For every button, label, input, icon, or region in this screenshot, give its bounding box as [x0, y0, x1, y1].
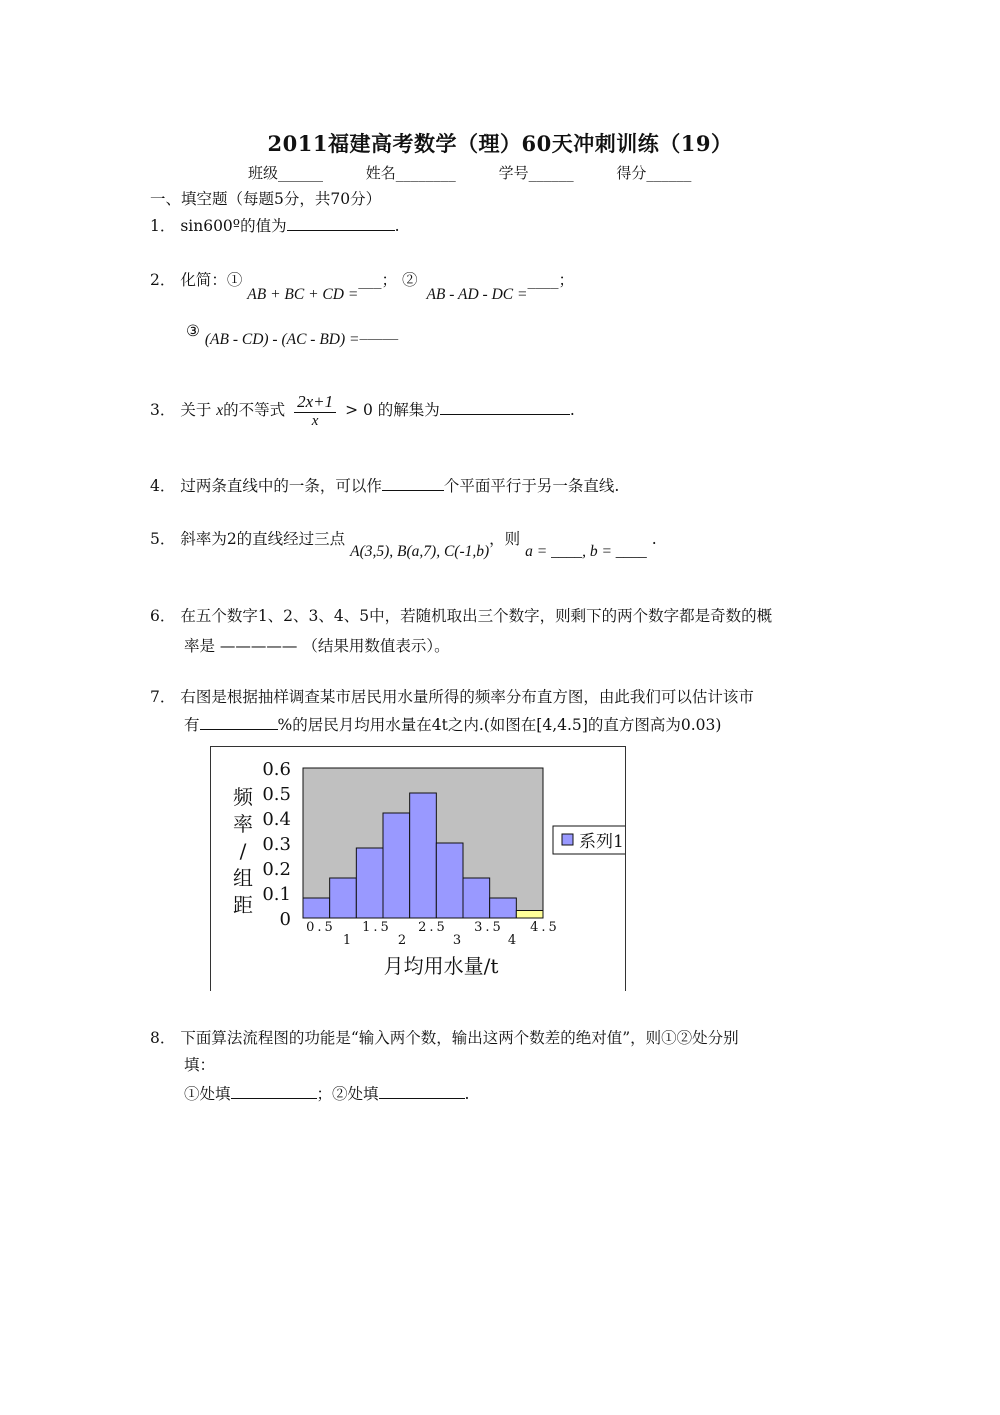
histogram-bar [356, 848, 383, 918]
q3-numerator: 2x+1 [294, 392, 336, 413]
q2-circle2: ② [402, 271, 418, 289]
q7-line2-post: %的居民月均用水量在4t之内.(如图在[4,4.5]的直方图高为0.03) [277, 716, 722, 734]
histogram-bar [463, 878, 490, 918]
score-field[interactable]: 得分______ [616, 164, 692, 182]
y-axis-label-char: 频 [233, 785, 253, 809]
x-tick-label: 4 [507, 933, 517, 948]
q7-number: 7． [150, 688, 176, 706]
histogram-chart [210, 746, 626, 991]
x-tick-label: 2 [397, 933, 407, 948]
student-info-row [248, 162, 729, 183]
legend-label: 系列1 [579, 832, 624, 852]
question-7 [150, 685, 754, 707]
y-tick-label: 0.5 [262, 784, 291, 805]
q5-number: 5． [150, 530, 176, 548]
q5-points: A(3,5), B(a,7), C(-1,b) [350, 543, 490, 560]
q2-prefix: 化简：① [180, 271, 243, 289]
x-axis-label: 月均用水量/t [383, 954, 499, 978]
histogram-bar [490, 898, 517, 918]
y-tick-label: 0 [279, 909, 291, 930]
q3-answer-blank[interactable] [440, 400, 570, 415]
x-tick-label: 1 [342, 933, 352, 948]
q3-end: . [569, 401, 575, 419]
q1-number: 1． [150, 217, 176, 235]
q2-circle3: ③ [186, 322, 200, 340]
q2-blank1[interactable]: ___； [358, 271, 398, 289]
histogram-bar [436, 843, 463, 918]
y-tick-label: 0.4 [262, 809, 291, 830]
histogram-bar [303, 898, 330, 918]
x-tick-label: 3 [452, 933, 462, 948]
y-axis-label-char: 距 [233, 893, 253, 917]
histogram-bar [516, 911, 543, 919]
id-field[interactable]: 学号______ [498, 164, 574, 182]
question-8-fills [184, 1082, 469, 1104]
q5-mid: ，则 [489, 530, 521, 548]
page-title: 2011福建高考数学（理）60天冲刺训练（19） [267, 131, 733, 156]
y-axis-label-char: / [239, 839, 247, 863]
x-tick-label: 3.5 [474, 920, 504, 935]
y-tick-label: 0.1 [262, 884, 291, 905]
q6-line2: 率是 ————— （结果用数值表示）。 [184, 637, 450, 655]
q8-fill2-label: ；②处填 [316, 1085, 379, 1103]
q8-line1: 下面算法流程图的功能是“输入两个数，输出这两个数差的绝对值”，则①②处分别 [180, 1029, 739, 1047]
question-5 [150, 527, 657, 560]
q4-post: 个平面平行于另一条直线. [443, 477, 620, 495]
y-axis-label-char: 组 [233, 866, 253, 890]
q7-answer-blank[interactable] [200, 715, 278, 730]
q6-line1: 在五个数字1、2、3、4、5中，若随机取出三个数字，则剩下的两个数字都是奇数的概 [180, 607, 773, 625]
q3-post: 的解集为 [377, 401, 440, 419]
q4-pre: 过两条直线中的一条，可以作 [180, 477, 382, 495]
q7-line1: 右图是根据抽样调查某市居民用水量所得的频率分布直方图，由此我们可以估计该市 [180, 688, 754, 706]
question-3 [150, 392, 575, 430]
q3-pre: 关于 [180, 401, 212, 419]
histogram-bar [410, 793, 437, 918]
q3-number: 3． [150, 401, 176, 419]
q1-text: sin600º的值为 [180, 217, 287, 235]
q2-expr3: (AB - CD) - (AC - BD) = [204, 331, 360, 348]
histogram-svg [211, 747, 625, 991]
question-6 [150, 604, 772, 626]
q2-number: 2． [150, 271, 176, 289]
x-tick-label: 4.5 [530, 920, 560, 935]
q3-denominator: x [311, 413, 319, 429]
x-tick-label: 1.5 [362, 920, 392, 935]
q8-fill1-label: ①处填 [184, 1085, 231, 1103]
q2-expr2: AB - AD - DC = [426, 286, 528, 303]
y-tick-label: 0.3 [262, 834, 291, 855]
y-tick-label: 0.2 [262, 859, 291, 880]
q5-answer[interactable]: a = ____, b = ____ [525, 543, 647, 560]
section-heading: 一、填空题（每题5分，共70分） [150, 190, 382, 208]
q3-var: x [216, 402, 224, 419]
q3-mid: 的不等式 [223, 401, 286, 419]
q5-pre: 斜率为2的直线经过三点 [180, 530, 346, 548]
question-2-part3 [186, 322, 399, 348]
q3-gt: > 0 [345, 401, 373, 419]
x-tick-label: 2.5 [418, 920, 448, 935]
question-4 [150, 474, 619, 496]
question-2 [150, 268, 574, 303]
q6-number: 6． [150, 607, 176, 625]
x-tick-label: 0.5 [306, 920, 336, 935]
class-field[interactable]: 班级______ [248, 164, 324, 182]
q5-end: . [651, 530, 657, 548]
q1-end: . [394, 217, 400, 235]
q8-blank2[interactable] [379, 1084, 465, 1099]
q7-line2-pre: 有 [184, 716, 200, 734]
q8-blank1[interactable] [231, 1084, 317, 1099]
question-7-line2 [184, 713, 721, 735]
q8-end: . [464, 1085, 470, 1103]
q8-number: 8． [150, 1029, 176, 1047]
q4-answer-blank[interactable] [382, 476, 444, 491]
q8-line2: 填： [184, 1056, 216, 1074]
question-8 [150, 1026, 739, 1048]
question-1 [150, 214, 400, 236]
q2-blank2[interactable]: ____； [527, 271, 574, 289]
name-field[interactable]: 姓名________ [365, 164, 456, 182]
q1-answer-blank[interactable] [287, 216, 395, 231]
y-tick-label: 0.6 [262, 759, 291, 780]
q2-expr1: AB + BC + CD = [247, 286, 359, 303]
y-axis-label-char: 率 [233, 812, 253, 836]
q2-blank3[interactable]: _____ [359, 322, 399, 340]
histogram-bar [330, 878, 357, 918]
legend-swatch [562, 834, 573, 845]
q3-fraction [294, 392, 336, 430]
q4-number: 4． [150, 477, 176, 495]
histogram-bar [383, 813, 410, 918]
